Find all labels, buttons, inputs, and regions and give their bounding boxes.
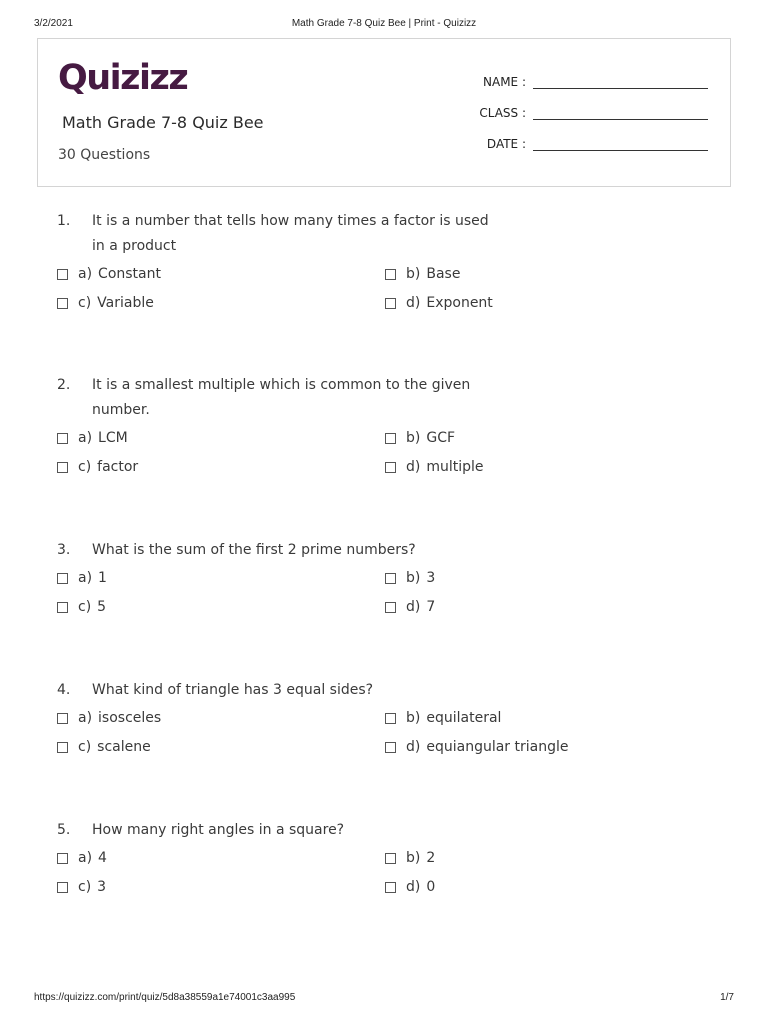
- answer-options: [57, 264, 737, 324]
- option-letter: a): [78, 430, 93, 446]
- question-2: [57, 373, 737, 488]
- option-d[interactable]: [385, 737, 569, 757]
- name-label: NAME :: [483, 75, 526, 89]
- option-d[interactable]: [385, 457, 484, 477]
- checkbox-icon[interactable]: [385, 602, 396, 613]
- option-letter: b): [406, 266, 421, 282]
- checkbox-icon[interactable]: [385, 713, 396, 724]
- option-letter: c): [78, 739, 92, 755]
- option-text: Variable: [97, 295, 154, 311]
- class-input-line[interactable]: [533, 105, 708, 120]
- checkbox-icon[interactable]: [385, 269, 396, 280]
- date-input-line[interactable]: [533, 136, 708, 151]
- question-4: [57, 678, 737, 768]
- question-number: 2.: [57, 377, 71, 393]
- option-c[interactable]: [57, 293, 154, 313]
- option-c[interactable]: [57, 457, 138, 477]
- checkbox-icon[interactable]: [385, 853, 396, 864]
- option-letter: c): [78, 459, 92, 475]
- checkbox-icon[interactable]: [385, 462, 396, 473]
- checkbox-icon[interactable]: [385, 298, 396, 309]
- option-text: scalene: [97, 739, 151, 755]
- option-a[interactable]: [57, 708, 161, 728]
- question-count: 30 Questions: [58, 147, 151, 163]
- question-number: 3.: [57, 542, 71, 558]
- checkbox-icon[interactable]: [57, 298, 68, 309]
- option-text: 5: [97, 599, 107, 615]
- checkbox-icon[interactable]: [57, 853, 68, 864]
- question-text: What is the sum of the first 2 prime numbers?: [92, 542, 416, 558]
- option-a[interactable]: [57, 428, 128, 448]
- question-text: It is a smallest multiple which is common to the given number.: [92, 377, 471, 418]
- option-a[interactable]: [57, 264, 161, 284]
- option-text: isosceles: [98, 710, 162, 726]
- option-letter: b): [406, 850, 421, 866]
- option-text: equilateral: [426, 710, 502, 726]
- option-b[interactable]: [385, 708, 501, 728]
- checkbox-icon[interactable]: [57, 602, 68, 613]
- quiz-header-card: [37, 38, 731, 187]
- option-letter: c): [78, 599, 92, 615]
- page-number: 1/7: [720, 992, 734, 1003]
- option-text: Exponent: [426, 295, 493, 311]
- question-1: [57, 209, 737, 324]
- checkbox-icon[interactable]: [57, 882, 68, 893]
- date-field[interactable]: [487, 131, 708, 151]
- option-letter: c): [78, 879, 92, 895]
- checkbox-icon[interactable]: [57, 573, 68, 584]
- question-number: 1.: [57, 213, 71, 229]
- checkbox-icon[interactable]: [385, 882, 396, 893]
- checkbox-icon[interactable]: [57, 433, 68, 444]
- option-letter: d): [406, 879, 421, 895]
- option-letter: d): [406, 739, 421, 755]
- option-letter: a): [78, 710, 93, 726]
- class-label: CLASS :: [479, 106, 526, 120]
- class-field[interactable]: [479, 100, 708, 120]
- option-b[interactable]: [385, 264, 460, 284]
- checkbox-icon[interactable]: [385, 742, 396, 753]
- option-c[interactable]: [57, 597, 106, 617]
- option-d[interactable]: [385, 597, 435, 617]
- option-d[interactable]: [385, 293, 493, 313]
- question-5: [57, 818, 737, 908]
- option-text: equiangular triangle: [426, 739, 569, 755]
- name-field[interactable]: [483, 69, 708, 89]
- checkbox-icon[interactable]: [385, 433, 396, 444]
- option-c[interactable]: [57, 877, 106, 897]
- name-input-line[interactable]: [533, 74, 708, 89]
- option-d[interactable]: [385, 877, 435, 897]
- option-text: 1: [98, 570, 107, 586]
- question-3: [57, 538, 737, 628]
- option-text: Base: [426, 266, 461, 282]
- checkbox-icon[interactable]: [57, 462, 68, 473]
- option-b[interactable]: [385, 428, 455, 448]
- option-letter: a): [78, 266, 93, 282]
- option-letter: b): [406, 570, 421, 586]
- option-c[interactable]: [57, 737, 151, 757]
- option-text: 4: [98, 850, 107, 866]
- quiz-title: Math Grade 7-8 Quiz Bee: [62, 113, 264, 132]
- question-number: 5.: [57, 822, 71, 838]
- checkbox-icon[interactable]: [57, 742, 68, 753]
- option-b[interactable]: [385, 568, 435, 588]
- option-text: 3: [97, 879, 107, 895]
- option-text: 2: [426, 850, 436, 866]
- answer-options: [57, 848, 737, 908]
- option-letter: c): [78, 295, 92, 311]
- question-text: How many right angles in a square?: [92, 822, 345, 838]
- print-url[interactable]: https://quizizz.com/print/quiz/5d8a38559a1e74001c3aa995: [34, 992, 296, 1003]
- option-text: GCF: [426, 430, 456, 446]
- checkbox-icon[interactable]: [385, 573, 396, 584]
- answer-options: [57, 708, 737, 768]
- option-a[interactable]: [57, 568, 107, 588]
- option-letter: a): [78, 570, 93, 586]
- option-text: 0: [426, 879, 436, 895]
- checkbox-icon[interactable]: [57, 269, 68, 280]
- option-b[interactable]: [385, 848, 435, 868]
- option-text: LCM: [98, 430, 128, 446]
- option-text: 3: [426, 570, 436, 586]
- option-letter: b): [406, 430, 421, 446]
- option-letter: d): [406, 295, 421, 311]
- question-text: It is a number that tells how many times a factor is used in a product: [92, 213, 489, 254]
- question-number: 4.: [57, 682, 71, 698]
- question-text: What kind of triangle has 3 equal sides?: [92, 682, 374, 698]
- answer-options: [57, 568, 737, 628]
- date-label: DATE :: [486, 137, 526, 151]
- option-letter: a): [78, 850, 93, 866]
- option-letter: b): [406, 710, 421, 726]
- option-text: factor: [97, 459, 139, 475]
- checkbox-icon[interactable]: [57, 713, 68, 724]
- option-text: multiple: [426, 459, 484, 475]
- option-letter: d): [406, 459, 421, 475]
- quizizz-logo: Quizizz: [58, 58, 188, 98]
- option-text: 7: [426, 599, 436, 615]
- print-date: 3/2/2021: [34, 18, 73, 29]
- option-text: Constant: [98, 266, 161, 282]
- option-a[interactable]: [57, 848, 107, 868]
- option-letter: d): [406, 599, 421, 615]
- answer-options: [57, 428, 737, 488]
- print-page-title: Math Grade 7-8 Quiz Bee | Print - Quizizz: [291, 18, 477, 29]
